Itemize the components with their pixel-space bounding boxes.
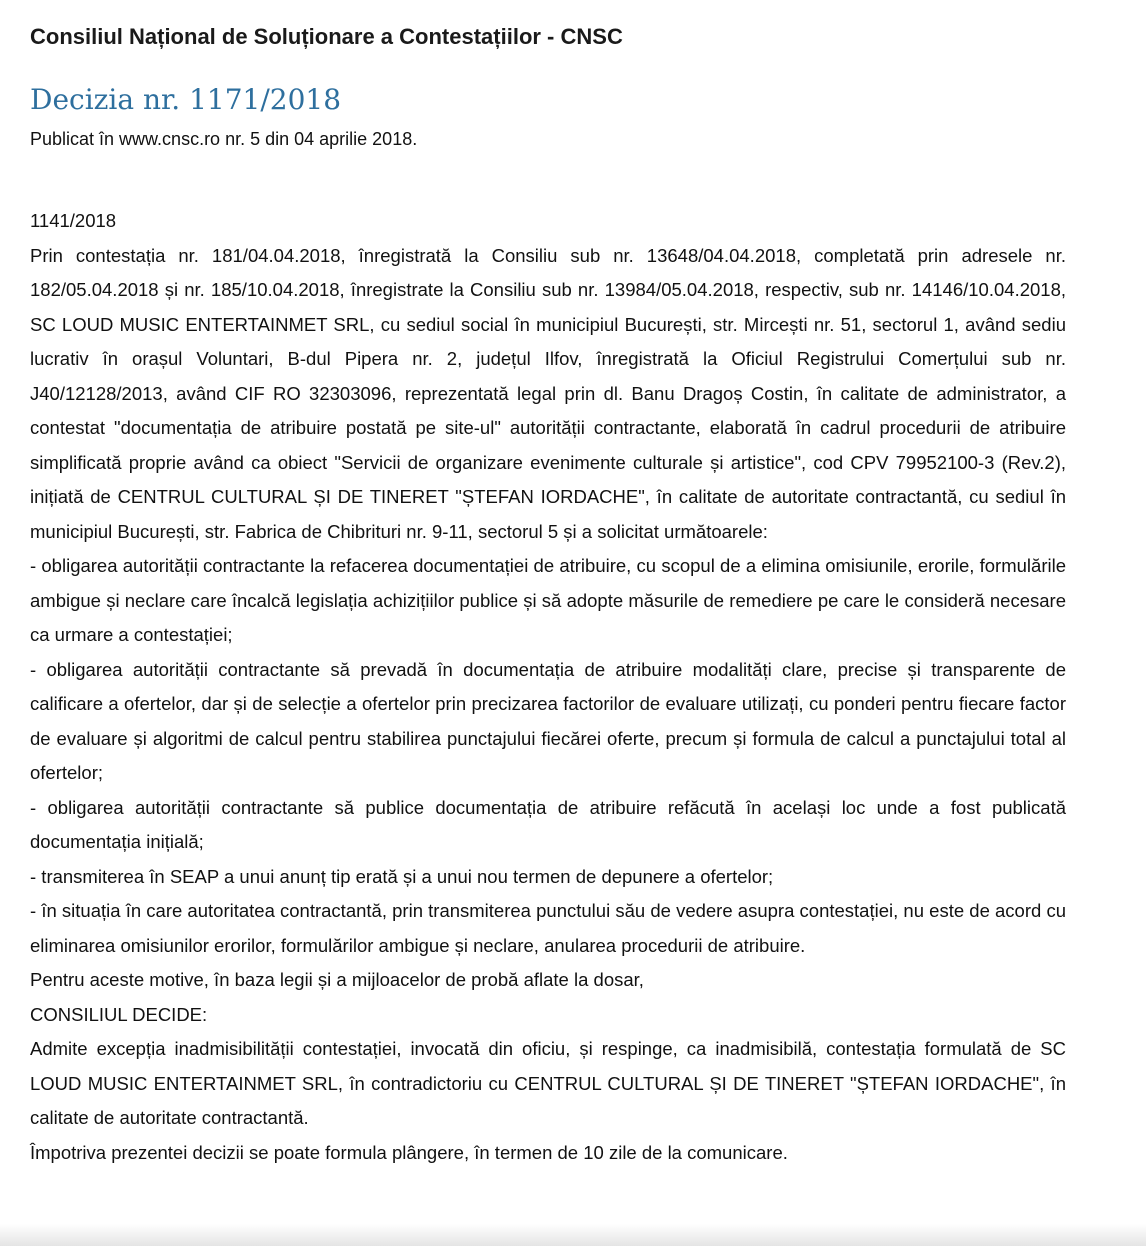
case-number: 1141/2018: [30, 210, 117, 231]
decision-body: [30, 204, 1066, 1170]
body-paragraph-appeal: Împotriva prezentei decizii se poate formula plângere, în termen de 10 zile de la comunicare.: [30, 1141, 788, 1163]
request-item: - în situația în care autoritatea contractantă, prin transmiterea punctului său de vedere asupra contestației, nu este de acord cu eliminarea omisiunilor erorilor, formulărilor ambigue și neclare, anularea procedurii de atribuire.: [30, 900, 1066, 956]
body-paragraph-ruling: Admite excepția inadmisibilității contestației, invocată din oficiu, și respinge, ca inadmisibilă, contestația formulată de SC LOUD MUSIC ENTERTAINMET SRL, în contradictoriu cu CENTRUL CULTURAL ȘI DE TINERET "ȘTEFAN IORDACHE", în calitate de autoritate contractantă.: [30, 1038, 1066, 1128]
bottom-fade: [0, 1224, 1146, 1246]
request-item: - transmiterea în SEAP a unui anunț tip erată și a unui nou termen de depunere a ofertelor;: [30, 865, 774, 887]
body-paragraph-motives: Pentru aceste motive, în baza legii și a mijloacelor de probă aflate la dosar,: [30, 969, 644, 990]
request-item: - obligarea autorității contractante să publice documentația de atribuire refăcută în același loc unde a fost publicată documentația inițială;: [30, 796, 1066, 852]
site-title: Consiliul Național de Soluționare a Contestațiilor - CNSC: [30, 24, 623, 49]
decision-title: Decizia nr. 1171/2018: [30, 83, 342, 116]
council-decides-heading: CONSILIUL DECIDE:: [30, 1003, 208, 1025]
publication-note: Publicat în www.cnsc.ro nr. 5 din 04 aprilie 2018.: [30, 129, 418, 149]
body-paragraph-contestation: Prin contestația nr. 181/04.04.2018, înregistrată la Consiliu sub nr. 13648/04.04.2018, completată prin adresele nr. 182/05.04.2018 și nr. 185/10.04.2018, înregistrate la Consiliu sub nr. 13984/05.04.2018, respectiv, sub nr. 14146/10.04.2018, SC LOUD MUSIC ENTERTAINMET SRL, cu sediul social în municipiul București, str. Mircești nr. 51, sectorul 1, având sediu lucrativ în orașul Voluntari, B-dul Pipera nr. 2, județul Ilfov, înregistrată la Oficiul Registrului Comerțului sub nr. J40/12128/2013, având CIF RO 32303096, reprezentată legal prin dl. Banu Dragoș Costin, în calitate de administrator, a contestat "documentația de atribuire postată pe site-ul" autorității contractante, elaborată în cadrul procedurii de atribuire simplificată proprie având ca obiect "Servicii de organizare evenimente culturale și artistice", cod CPV 79952100-3 (Rev.2), inițiată de CENTRUL CULTURAL ȘI DE TINERET "ȘTEFAN IORDACHE", în calitate de autoritate contractantă, cu sediul în municipiul București, str. Fabrica de Chibrituri nr. 9-11, sectorul 5 și a solicitat următoarele:: [30, 244, 1066, 542]
request-item: - obligarea autorității contractante la refacerea documentației de atribuire, cu scopul de a elimina omisiunile, erorile, formulările ambigue și neclare care încalcă legislația achizițiilor publice și să adopte măsurile de remediere pe care le consideră necesare ca urmare a contestației;: [30, 555, 1066, 645]
request-item: - obligarea autorității contractante să prevadă în documentația de atribuire modalități clare, precise și transparente de calificare a ofertelor, dar și de selecție a ofertelor prin precizarea factorilor de evaluare utilizați, cu ponderi pentru fiecare factor de evaluare și algoritmi de calcul pentru stabilirea punctajului fiecărei oferte, precum și formula de calcul a punctajului total al ofertelor;: [30, 658, 1066, 783]
